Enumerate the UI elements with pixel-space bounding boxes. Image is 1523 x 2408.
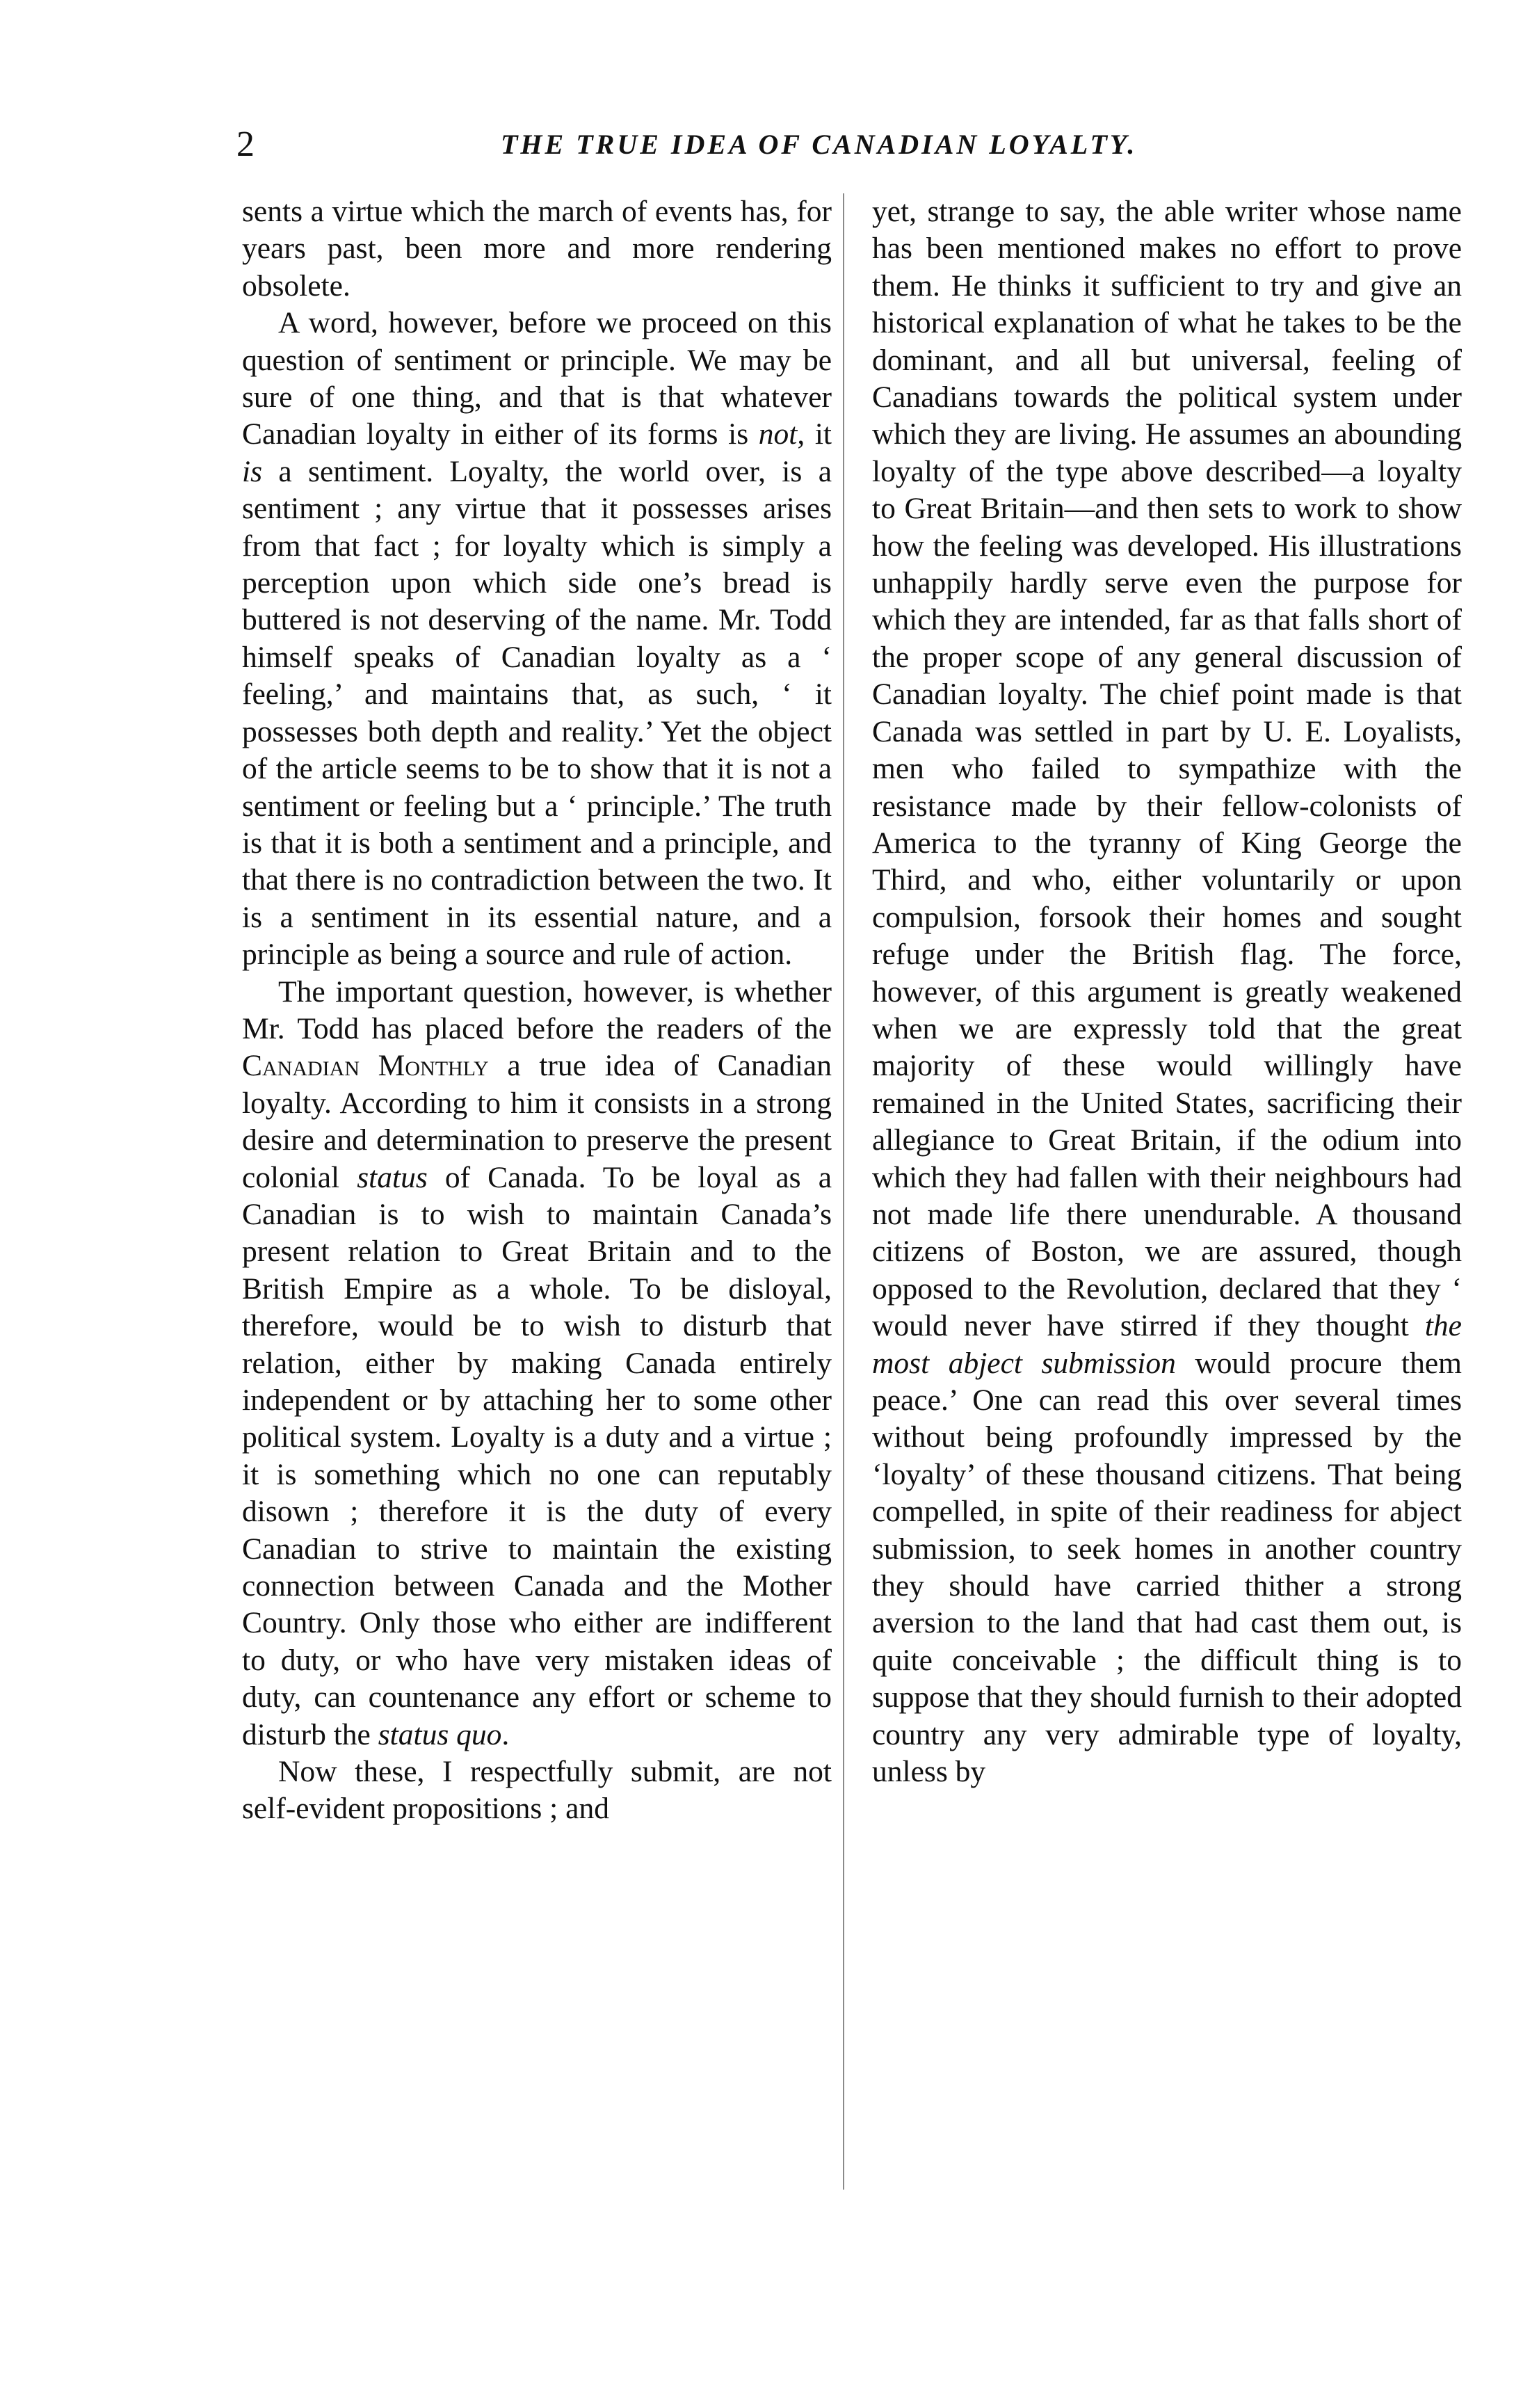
running-head	[236, 124, 1467, 166]
emphasis-text: status quo	[378, 1717, 502, 1751]
right-column	[872, 193, 1462, 1790]
page-number: 2	[236, 125, 255, 164]
column-divider	[843, 193, 844, 2190]
paragraph-text: .	[501, 1717, 510, 1751]
paragraph-text: sents a virtue which the march of events has, for years past, been more and more rendering obsolete.	[242, 195, 832, 303]
paragraph-text: would procure them peace.’ One can read this over several times without being profoundly impressed by the ‘loyalty’ of these thousand citizens. That being compelled, in spite of their readiness for abject submission, to seek homes in another country they should have carried thither a strong aversion to the land that had cast them out, is quite conceivable ; the difficult thing is to suppose that they should furnish to their adopted country any very admirable type of loyalty, unless by	[872, 1346, 1462, 1789]
paragraph-text: The important question, however, is whether Mr. Todd has placed before the readers of the	[242, 974, 832, 1045]
paragraph-text: a sentiment. Loyalty, the world over, is a sentiment ; any virtue that it possesses arises from that fact ; for loyalty which is simply a perception upon which side one’s bread is buttered is not deserving of the name. Mr. Todd himself speaks of Canadian loyalty as a ‘ feeling,’ and maintains that, as such, ‘ it possesses both depth and reality.’ Yet the object of the article seems to be to show that it is not a sentiment or feeling but a ‘ principle.’ The truth is that it is both a sentiment and a principle, and that there is no contradiction between the two. It is a sentiment in its essential nature, and a principle as being a source and rule of action.	[242, 454, 832, 972]
emphasis-text: the most abject submission	[872, 1309, 1462, 1380]
paragraph	[242, 305, 832, 973]
paragraph-text: of Canada. To be loyal as a Canadian is to wish to maintain Canada’s present relation to Great Britain and to the British Empire as a whole. To be disloyal, therefore, would be to wish to disturb that relation, either by making Canada entirely independent or by attaching her to some other political system. Loyalty is a duty and a virtue ; it is something which no one can reputably disown ; therefore it is the duty of every Canadian to strive to maintain the existing connection between Canada and the Mother Country. Only those who either are indifferent to duty, or who have very mistaken ideas of duty, can countenance any effort or scheme to disturb the	[242, 1160, 832, 1751]
emphasis-text: is	[242, 454, 263, 488]
journal-name: Canadian Monthly	[242, 1049, 489, 1083]
paragraph	[242, 1753, 832, 1828]
paragraph-text: yet, strange to say, the able writer whose name has been mentioned makes no effort to prove them. He thinks it sufficient to try and give an historical explanation of what he takes to be the dominant, and all but universal, feeling of Canadians towards the political system under which they are living. He assumes an abounding loyalty of the type above described—a loyalty to Great Britain—and then sets to work to show how the feeling was developed. His illustrations unhappily hardly serve even the purpose for which they are intended, far as that falls short of the proper scope of any general discussion of Canadian loyalty. The chief point made is that Canada was settled in part by U. E. Loyalists, men who failed to sympathize with the resistance made by their fellow-colonists of America to the tyranny of King George the Third, and who, either voluntarily or upon compulsion, forsook their homes and sought refuge under the British flag. The force, however, of this argument is greatly weakened when we are expressly told that the great majority of these would willingly have remained in the United States, sacrificing their allegiance to Great Britain, if the odium into which they had fallen with their neighbours had not made life there unendurable. A thousand citizens of Boston, we are assured, though opposed to the Revolution, declared that they ‘ would never have stirred if they thought	[872, 195, 1462, 1343]
emphasis-text: status	[357, 1160, 428, 1194]
paragraph-text: A word, however, before we proceed on this question of sentiment or principle. We may be sure of one thing, and that is that whatever Canadian loyalty in either of its forms is	[242, 306, 832, 451]
paragraph-text: , it	[797, 417, 832, 451]
paragraph-text: Now these, I respectfully submit, are not self-evident propositions ; and	[242, 1755, 832, 1826]
paragraph	[242, 193, 832, 305]
paragraph	[242, 974, 832, 1754]
emphasis-text: not	[758, 417, 798, 451]
paragraph	[872, 193, 1462, 1790]
left-column	[242, 193, 832, 1828]
paragraph-text: a true idea of Canadian loyalty. According to him it consists in a strong desire and determination to preserve the present colonial	[242, 1049, 832, 1194]
running-title: THE TRUE IDEA OF CANADIAN LOYALTY.	[501, 129, 1138, 160]
